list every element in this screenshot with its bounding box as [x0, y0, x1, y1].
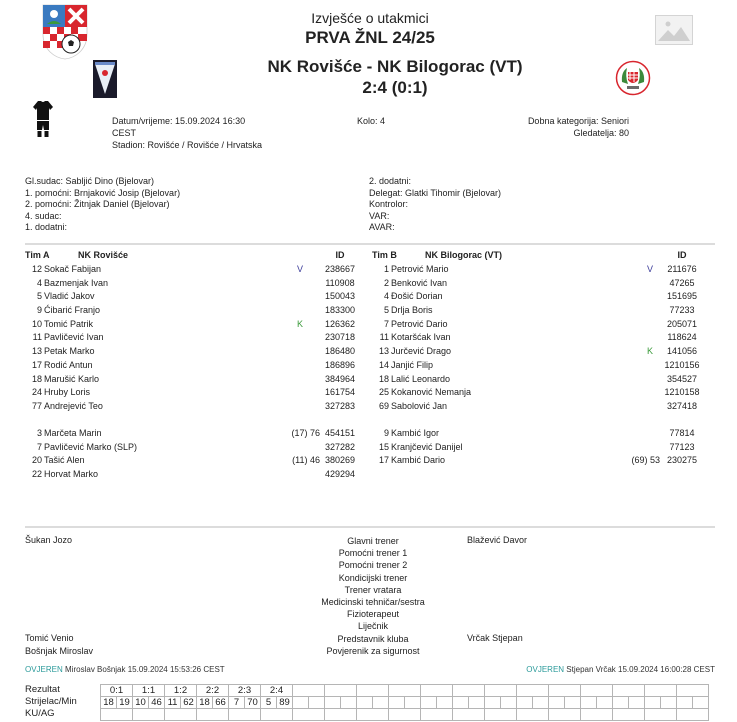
player-number: 20 — [31, 455, 42, 466]
result-cell: 1:2 — [165, 685, 197, 697]
role-label: Liječnik — [357, 621, 388, 632]
player-row — [25, 359, 360, 373]
player-number: 11 — [32, 332, 42, 343]
official-line: 2. pomoćni: Žitnjak Daniel (Bjelovar) — [25, 199, 170, 210]
player-id: 1210158 — [664, 387, 700, 398]
scorer-number-cell: 10 — [133, 697, 149, 709]
official-line: AVAR: — [369, 222, 395, 233]
player-row — [372, 304, 715, 318]
player-id: 230718 — [324, 332, 356, 343]
official-line: 4. sudac: — [25, 210, 62, 221]
player-number: 22 — [31, 469, 42, 480]
cards-cell — [581, 709, 613, 721]
verification-status: OVJEREN — [526, 665, 565, 674]
role-label: Pomoćni trener 1 — [338, 548, 408, 559]
scorer-number-cell — [677, 697, 693, 709]
team-a-header — [25, 249, 360, 263]
cards-cell — [389, 709, 421, 721]
cards-cell — [229, 709, 261, 721]
cards-cell — [261, 709, 293, 721]
away-verification — [526, 665, 715, 674]
player-id: 429294 — [324, 469, 356, 480]
player-name: Horvat Marko — [44, 469, 99, 480]
player-row — [25, 290, 360, 304]
player-number: 15 — [378, 441, 389, 452]
player-id: 454151 — [324, 428, 356, 439]
divider — [25, 526, 715, 528]
match-title: NK Rovišće - NK Bilogorac (VT) — [267, 57, 523, 76]
verification-status: OVJEREN — [25, 665, 63, 674]
player-name: Marušić Karlo — [44, 373, 100, 384]
player-number: 9 — [383, 428, 389, 439]
scorer-row — [101, 697, 709, 709]
player-id: 384964 — [324, 373, 356, 384]
home-security-officer: Bošnjak Miroslav — [25, 646, 94, 656]
player-name: Kambić Dario — [391, 455, 446, 466]
team-b-header — [372, 249, 715, 263]
cards-cell — [165, 709, 197, 721]
player-id: 354527 — [666, 373, 698, 384]
result-cell — [581, 685, 613, 697]
player-name: Sokač Fabijan — [44, 264, 102, 274]
player-name: Sabolović Jan — [391, 400, 448, 411]
player-row — [372, 441, 715, 455]
player-role-mark: V — [296, 264, 303, 274]
role-label: Povjerenik za sigurnost — [326, 645, 420, 656]
player-row — [372, 359, 715, 373]
substitution-info: (17) 76 — [291, 428, 320, 439]
cards-cell — [517, 709, 549, 721]
cards-cell — [677, 709, 709, 721]
match-datetime — [112, 115, 292, 151]
player-name: Pavličević Marko (SLP) — [44, 441, 138, 452]
goal-minute-cell — [597, 697, 613, 709]
player-number: 5 — [36, 291, 42, 302]
player-name: Janjić Filip — [391, 359, 434, 370]
score-grid — [100, 684, 709, 721]
player-row — [372, 454, 715, 468]
goal-minute-cell: 70 — [245, 697, 261, 709]
goal-minute-cell: 46 — [149, 697, 165, 709]
player-name: Andrejević Teo — [44, 400, 103, 411]
goal-minute-cell: 62 — [181, 697, 197, 709]
player-row — [372, 290, 715, 304]
player-id: 1210156 — [664, 359, 700, 370]
goal-minute-cell: 19 — [117, 697, 133, 709]
result-cell — [453, 685, 485, 697]
goal-minute-cell — [693, 697, 709, 709]
result-cell: 2:3 — [229, 685, 261, 697]
player-name: Ćibarić Franjo — [44, 305, 101, 316]
result-cell — [517, 685, 549, 697]
result-row — [101, 685, 709, 697]
player-id: 150043 — [324, 291, 356, 302]
federation-crest-icon — [42, 4, 88, 60]
cards-cell — [613, 709, 645, 721]
datetime-timezone: CEST — [112, 128, 137, 138]
role-label: Medicinski tehničar/sestra — [321, 597, 425, 608]
team-a-starters — [25, 263, 360, 414]
player-name: Lalić Leonardo — [391, 373, 451, 384]
player-name: Jurčević Drago — [391, 346, 452, 357]
player-row — [372, 345, 715, 359]
away-head-coach: Blažević Davor — [467, 535, 528, 545]
team-a-label: Tim A — [25, 250, 50, 260]
cards-cell — [421, 709, 453, 721]
player-name: Rodić Antun — [44, 359, 93, 370]
player-row — [25, 441, 360, 455]
player-id: 77814 — [669, 428, 695, 439]
player-id: 327282 — [324, 441, 356, 452]
cards-cell — [197, 709, 229, 721]
away-representative: Vrčak Stjepan — [467, 633, 523, 643]
goal-minute-cell — [437, 697, 453, 709]
player-number: 7 — [383, 318, 389, 329]
scorer-number-cell — [517, 697, 533, 709]
id-header: ID — [335, 250, 345, 260]
player-id: 77123 — [669, 441, 695, 452]
player-row — [372, 427, 715, 441]
player-number: 17 — [378, 455, 389, 466]
team-b-starters — [372, 263, 715, 414]
player-number: 14 — [378, 359, 389, 370]
row-label-scorer: Strijelac/Min — [25, 696, 77, 707]
competition-title: PRVA ŽNL 24/25 — [305, 28, 435, 47]
round: Kolo: 4 — [357, 116, 386, 126]
staff-roles — [290, 535, 456, 657]
player-id: 118624 — [667, 332, 697, 343]
scorer-number-cell — [549, 697, 565, 709]
home-representative: Tomić Venio — [25, 633, 74, 643]
result-cell — [485, 685, 517, 697]
substitution-info: (69) 53 — [631, 455, 660, 466]
cards-cell — [133, 709, 165, 721]
goal-minute-cell — [629, 697, 645, 709]
goal-minute-cell — [565, 697, 581, 709]
player-id: 126362 — [324, 318, 356, 329]
player-name: Tašić Alen — [44, 455, 85, 466]
player-id: 205071 — [666, 318, 698, 329]
player-id: 110908 — [325, 277, 355, 288]
cards-cell — [485, 709, 517, 721]
player-row — [372, 277, 715, 291]
report-title: Izvješće o utakmici — [311, 10, 429, 26]
player-number: 13 — [378, 346, 389, 357]
player-number: 5 — [383, 305, 389, 316]
player-name: Hruby Loris — [44, 387, 91, 398]
player-number: 1 — [383, 264, 389, 274]
player-id: 211676 — [667, 264, 697, 274]
player-row — [25, 454, 360, 468]
player-id: 230275 — [666, 455, 698, 466]
player-id: 77233 — [669, 305, 695, 316]
goal-minute-cell — [661, 697, 677, 709]
player-row — [25, 345, 360, 359]
player-row — [25, 263, 360, 277]
player-id: 238667 — [324, 264, 356, 274]
home-head-coach: Šukan Jozo — [25, 535, 73, 545]
player-id: 186896 — [324, 359, 356, 370]
player-number: 13 — [31, 346, 42, 357]
player-number: 18 — [378, 373, 389, 384]
player-name: Kambić Igor — [391, 428, 440, 439]
official-line: 1. dodatni: — [25, 222, 68, 233]
scorer-number-cell — [485, 697, 501, 709]
player-name: Vladić Jakov — [44, 291, 95, 302]
official-line: 2. dodatni: — [369, 176, 412, 186]
player-id: 327283 — [324, 400, 356, 411]
player-number: 25 — [378, 387, 389, 398]
result-cell: 2:4 — [261, 685, 293, 697]
verification-text: Miroslav Bošnjak 15.09.2024 15:53:26 CEST — [65, 665, 225, 674]
team-b-label: Tim B — [372, 250, 397, 260]
result-cell: 0:1 — [101, 685, 133, 697]
player-name: Marčeta Marin — [44, 428, 102, 439]
player-name: Petak Marko — [44, 346, 95, 357]
cards-cell — [453, 709, 485, 721]
player-row — [25, 400, 360, 414]
substitution-info: (11) 46 — [292, 455, 320, 466]
goal-minute-cell — [469, 697, 485, 709]
team-a-roster — [25, 249, 360, 482]
official-line: 1. pomoćni: Brnjaković Josip (Bjelovar) — [25, 187, 181, 198]
official-line: Delegat: Glatki Tihomir (Bjelovar) — [369, 187, 502, 198]
player-row — [372, 318, 715, 332]
cards-cell — [357, 709, 389, 721]
scorer-number-cell: 11 — [165, 697, 181, 709]
team-a-name: NK Rovišće — [78, 250, 129, 260]
official-line: VAR: — [369, 210, 390, 221]
home-club-crest-icon — [93, 60, 117, 98]
result-cell — [549, 685, 581, 697]
scorer-number-cell — [325, 697, 341, 709]
player-name: Benković Ivan — [391, 277, 448, 288]
player-number: 7 — [36, 441, 42, 452]
goal-minute-cell — [309, 697, 325, 709]
player-id: 186480 — [324, 346, 356, 357]
player-role-mark: K — [646, 346, 653, 357]
result-cell — [293, 685, 325, 697]
result-cell — [645, 685, 677, 697]
result-cell — [613, 685, 645, 697]
player-row — [372, 331, 715, 345]
row-label-cards: KU/AG — [25, 708, 55, 719]
player-row — [25, 318, 360, 332]
player-id: 141056 — [666, 346, 698, 357]
player-number: 17 — [31, 359, 42, 370]
player-name: Kokanović Nemanja — [391, 387, 472, 398]
score-grid-labels — [25, 684, 77, 720]
goal-minute-cell: 66 — [213, 697, 229, 709]
result-cell — [421, 685, 453, 697]
goal-minute-cell — [501, 697, 517, 709]
scorer-number-cell — [453, 697, 469, 709]
away-club-crest-icon — [615, 60, 651, 96]
player-role-mark: V — [646, 264, 653, 274]
scorer-number-cell — [613, 697, 629, 709]
scorer-number-cell — [357, 697, 373, 709]
player-name: Petrović Dario — [391, 318, 448, 329]
player-name: Pavličević Ivan — [44, 332, 104, 343]
team-b-roster — [372, 249, 715, 468]
match-score: 2:4 (0:1) — [362, 78, 428, 97]
scorer-number-cell — [645, 697, 661, 709]
player-number: 4 — [383, 291, 389, 302]
image-placeholder-icon — [655, 15, 693, 45]
player-row — [25, 427, 360, 441]
player-id: 380269 — [324, 455, 356, 466]
player-number: 12 — [31, 264, 42, 274]
home-verification — [25, 665, 225, 674]
player-number: 11 — [379, 332, 389, 343]
player-name: Petrović Mario — [391, 264, 449, 274]
age-category: Dobna kategorija: Seniori — [527, 116, 629, 126]
player-id: 161754 — [324, 387, 356, 398]
player-name: Kranjčević Danijel — [391, 441, 463, 452]
player-number: 9 — [36, 305, 42, 316]
player-number: 2 — [383, 277, 389, 288]
row-label-result: Rezultat — [25, 684, 60, 695]
goal-minute-cell — [405, 697, 421, 709]
goal-minute-cell: 89 — [277, 697, 293, 709]
divider — [25, 243, 715, 245]
goal-minute-cell — [341, 697, 357, 709]
scorer-number-cell: 5 — [261, 697, 277, 709]
player-name: Đošić Dorian — [391, 291, 443, 302]
goal-minute-cell — [533, 697, 549, 709]
role-label: Kondicijski trener — [338, 572, 408, 583]
verification-text: Stjepan Vrčak 15.09.2024 16:00:28 CEST — [566, 665, 715, 674]
player-id: 327418 — [666, 400, 698, 411]
role-label: Glavni trener — [347, 536, 399, 546]
scorer-number-cell: 7 — [229, 697, 245, 709]
player-name: Kotaršćak Ivan — [391, 332, 451, 343]
player-number: 77 — [31, 400, 42, 411]
scorer-number-cell — [581, 697, 597, 709]
role-label: Trener vratara — [344, 584, 402, 595]
role-label: Predstavnik kluba — [337, 633, 409, 644]
official-line: Kontrolor: — [369, 199, 409, 210]
player-name: Drlja Boris — [391, 305, 433, 316]
goal-minute-cell — [373, 697, 389, 709]
player-row — [372, 386, 715, 400]
datetime-line: Datum/vrijeme: 15.09.2024 16:30 — [112, 116, 246, 126]
team-b-name: NK Bilogorac (VT) — [425, 250, 503, 260]
id-header: ID — [677, 250, 687, 260]
spectators: Gledatelja: 80 — [573, 128, 629, 138]
scorer-number-cell — [421, 697, 437, 709]
player-id: 47265 — [669, 277, 695, 288]
player-number: 3 — [36, 428, 42, 439]
player-row — [25, 468, 360, 482]
player-number: 4 — [36, 277, 42, 288]
player-number: 24 — [31, 387, 42, 398]
player-number: 10 — [31, 318, 42, 329]
player-row — [372, 373, 715, 387]
officials-left — [25, 176, 180, 234]
team-a-substitutes — [25, 427, 360, 482]
player-name: Tomić Patrik — [44, 318, 94, 329]
result-cell — [677, 685, 709, 697]
player-row — [372, 263, 715, 277]
player-row — [25, 277, 360, 291]
result-cell — [389, 685, 421, 697]
cards-cell — [645, 709, 677, 721]
player-row — [25, 331, 360, 345]
player-id: 183300 — [324, 305, 356, 316]
scorer-number-cell — [293, 697, 309, 709]
player-number: 18 — [31, 373, 42, 384]
scorer-number-cell: 18 — [101, 697, 117, 709]
player-number: 69 — [378, 400, 389, 411]
result-cell: 2:2 — [197, 685, 229, 697]
officials-right — [369, 176, 501, 234]
result-cell: 1:1 — [133, 685, 165, 697]
player-row — [372, 400, 715, 414]
age-category-block — [480, 115, 629, 139]
cards-cell — [549, 709, 581, 721]
cards-row — [101, 709, 709, 721]
player-row — [25, 373, 360, 387]
scorer-number-cell — [389, 697, 405, 709]
cards-cell — [293, 709, 325, 721]
player-role-mark: K — [296, 318, 303, 329]
player-id: 151695 — [666, 291, 698, 302]
player-row — [25, 386, 360, 400]
stadium: Stadion: Rovišće / Rovišće / Hrvatska — [112, 140, 263, 150]
team-b-substitutes — [372, 427, 715, 468]
role-label: Pomoćni trener 2 — [338, 560, 408, 571]
role-label: Fizioterapeut — [346, 609, 400, 620]
result-cell — [357, 685, 389, 697]
player-name: Bazmenjak Ivan — [44, 277, 109, 288]
result-cell — [325, 685, 357, 697]
kit-icon — [33, 100, 53, 138]
scorer-number-cell: 18 — [197, 697, 213, 709]
official-line: Gl.sudac: Sabljić Dino (Bjelovar) — [25, 176, 155, 186]
cards-cell — [101, 709, 133, 721]
cards-cell — [325, 709, 357, 721]
player-row — [25, 304, 360, 318]
